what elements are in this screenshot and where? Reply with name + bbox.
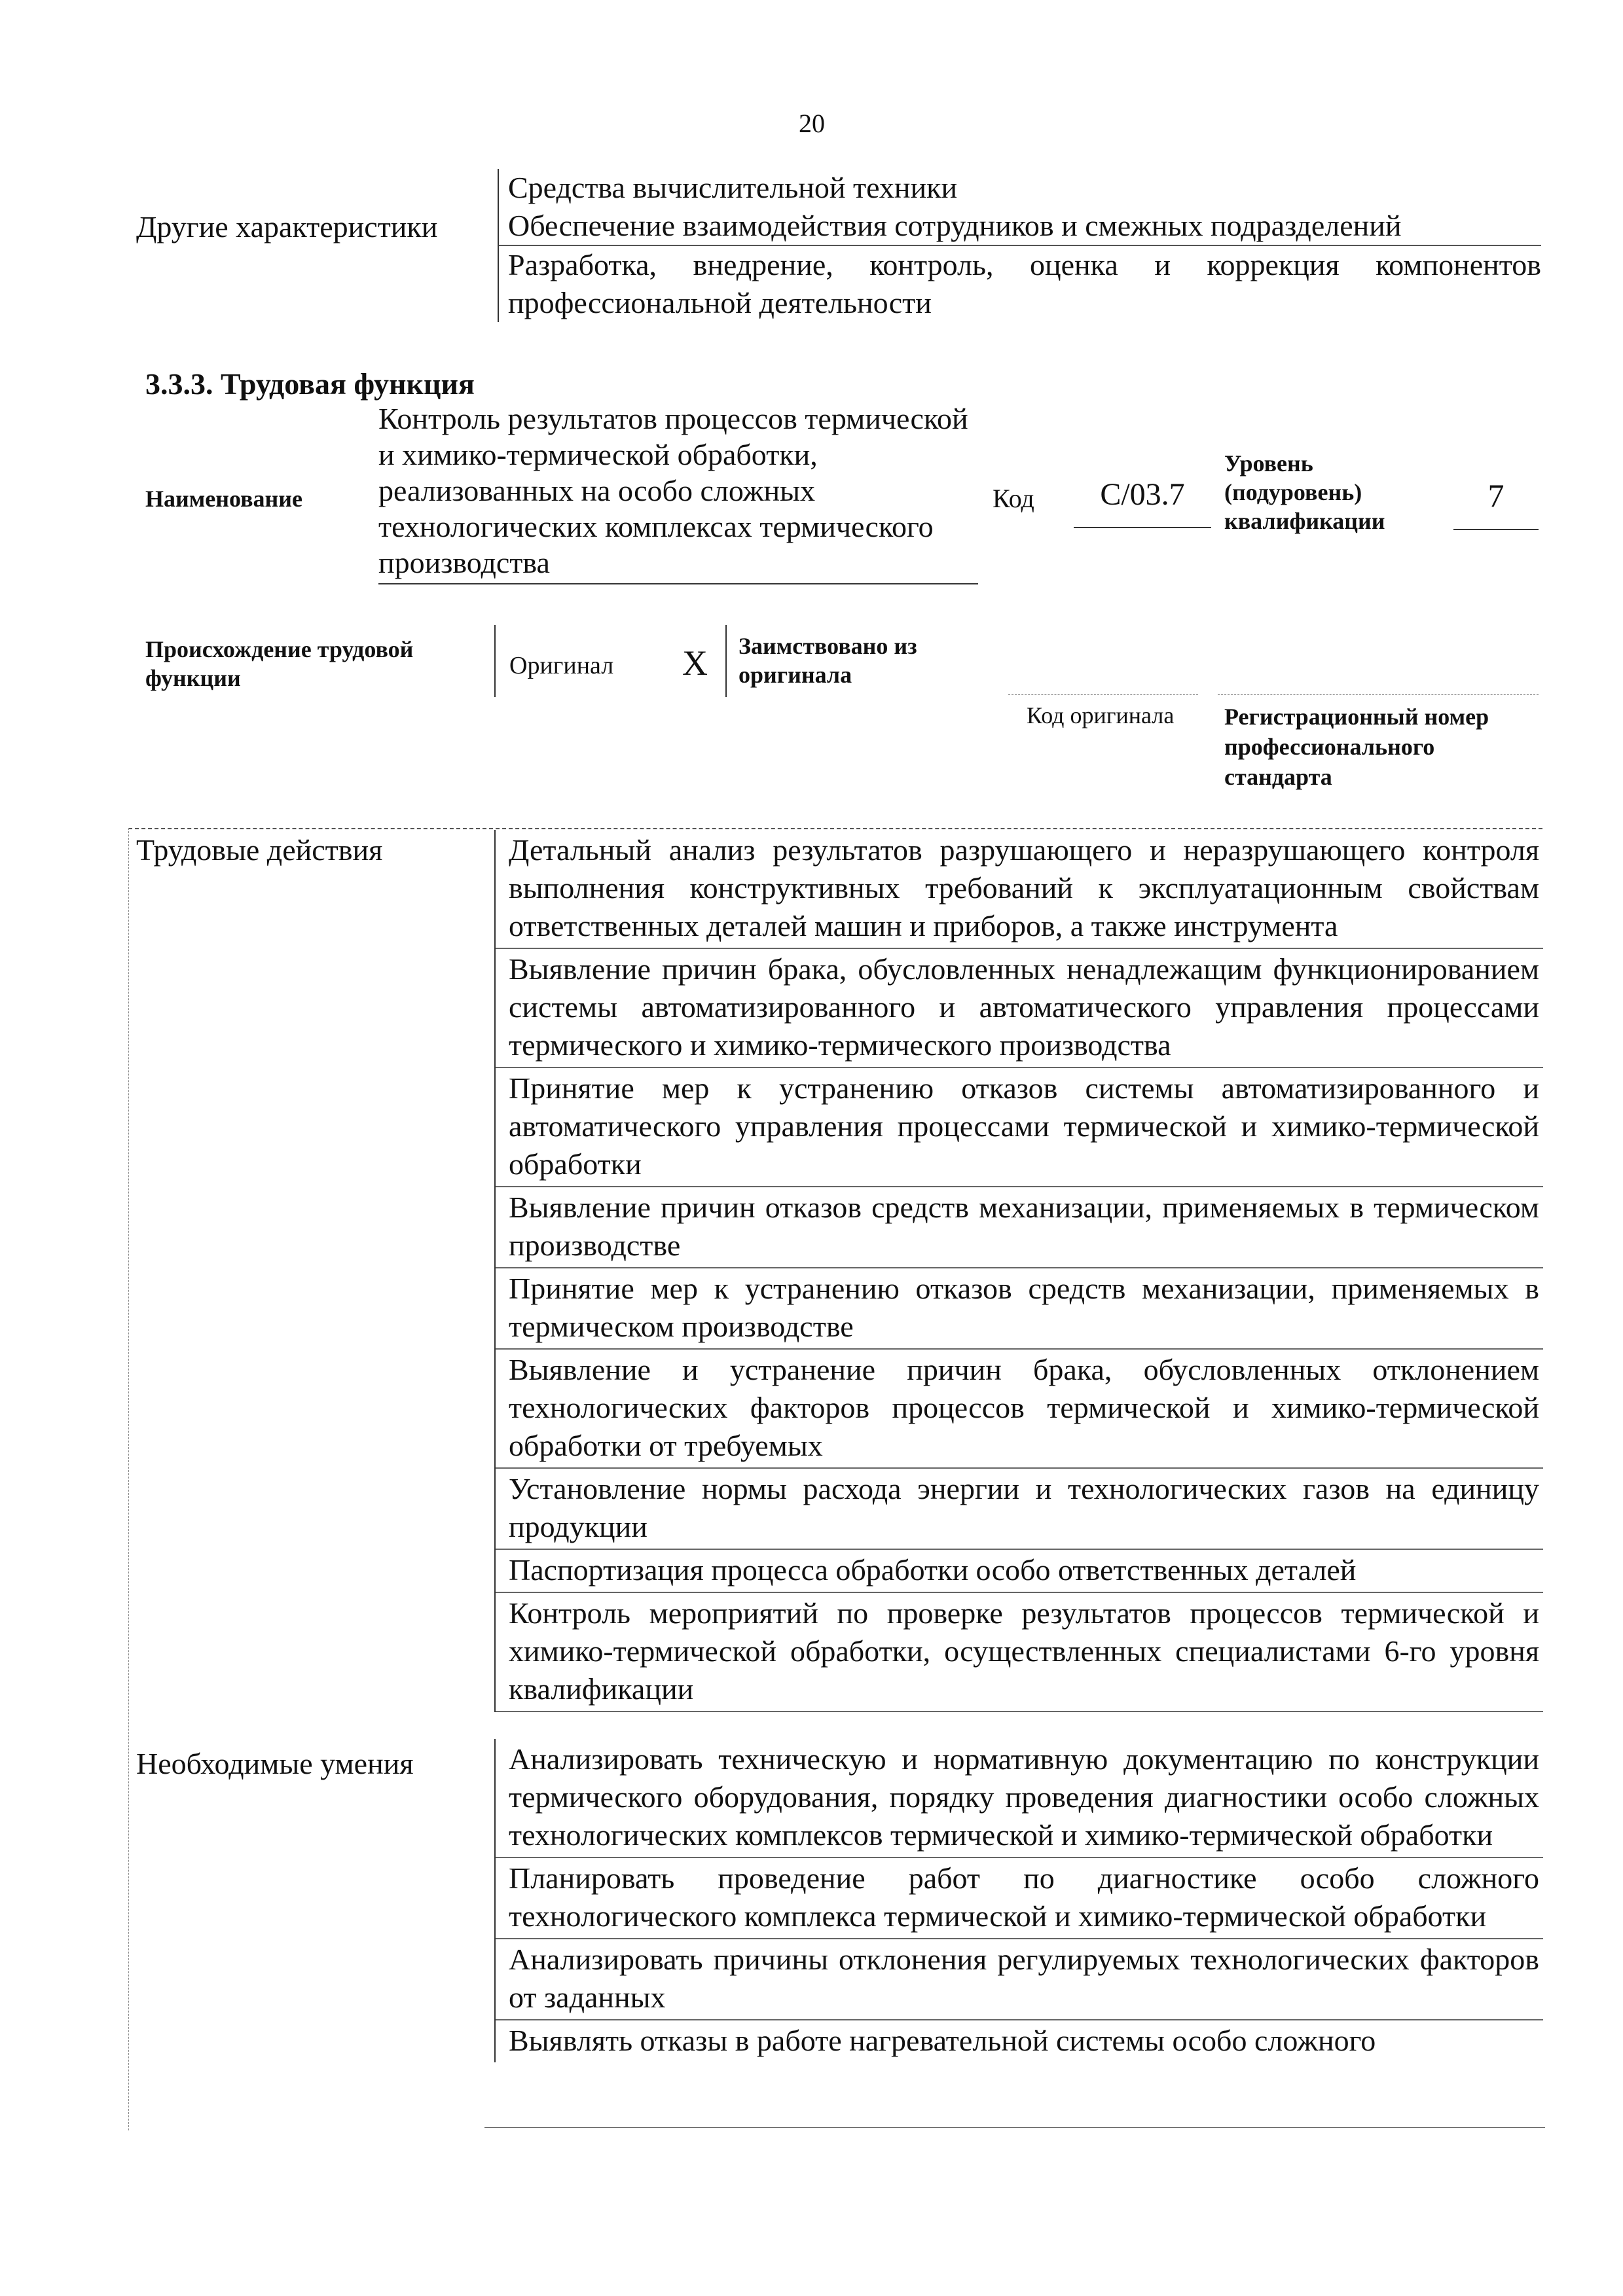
origin-original-option: Оригинал	[509, 652, 614, 679]
other-characteristics-item: Средства вычислительной техники	[508, 171, 958, 204]
qualification-level-value: 7	[1453, 476, 1539, 530]
other-characteristics-label: Другие характеристики	[136, 210, 438, 243]
labour-action-item: Выявление причин отказов средств механизации, применяемых в термическом производстве	[496, 1187, 1543, 1268]
other-characteristics-list	[498, 169, 1541, 322]
labour-action-item: Установление нормы расхода энергии и технологических газов на единицу продукции	[496, 1469, 1543, 1550]
origin-borrowed-option: Заимствовано из оригинала	[739, 633, 917, 688]
labour-actions-label: Трудовые действия	[136, 833, 383, 867]
original-code-label: Код оригинала	[1027, 702, 1175, 728]
code-value: С/03.7	[1074, 476, 1211, 528]
labour-actions-list	[494, 830, 1543, 1712]
required-skill-item: Выявлять отказы в работе нагревательной системы особо сложного	[509, 2024, 1376, 2057]
table-top-rule	[128, 828, 1542, 829]
required-skills-label: Необходимые умения	[136, 1747, 414, 1780]
table-bottom-rule	[484, 2127, 1545, 2128]
required-skill-item: Анализировать техническую и нормативную документацию по конструкции термического оборудования, порядку проведения диагностики особо сложных технологических комплексов термической и химико-термической обработки	[496, 1739, 1543, 1858]
labour-action-item: Выявление причин брака, обусловленных ненадлежащим функционированием системы автоматизированного и автоматического управления процессами термического и химико-термического производства	[496, 949, 1543, 1068]
required-skill-item: Планировать проведение работ по диагностике особо сложного технологического комплекса термической и химико-термической обработки	[496, 1858, 1543, 1939]
labour-action-item: Паспортизация процесса обработки особо ответственных деталей	[496, 1550, 1543, 1593]
name-label: Наименование	[145, 486, 302, 512]
labour-function-name: Контроль результатов процессов термической и химико-термической обработки, реализованных на особо сложных технологических комплексах термического производства	[378, 401, 978, 584]
table-left-rule	[128, 828, 129, 2130]
qualification-level-label: Уровень (подуровень) квалификации	[1224, 450, 1385, 534]
origin-label: Происхождение трудовой функции	[145, 636, 414, 691]
original-code-field	[1008, 625, 1198, 695]
labour-action-item: Принятие мер к устранению отказов средств механизации, применяемых в термическом производстве	[496, 1268, 1543, 1350]
registration-number-label: Регистрационный номер профессионального стандарта	[1224, 704, 1489, 790]
labour-action-item: Детальный анализ результатов разрушающего и неразрушающего контроля выполнения конструктивных требований к эксплуатационным свойствам ответственных деталей машин и приборов, а также инструмента	[496, 830, 1543, 949]
labour-action-item: Принятие мер к устранению отказов системы автоматизированного и автоматического управления процессами термической и химико-термической обработки	[496, 1068, 1543, 1187]
registration-number-field	[1218, 625, 1539, 695]
other-characteristics-item: Разработка, внедрение, контроль, оценка и коррекция компонентов профессиональной деятельности	[508, 248, 1541, 319]
labour-action-item: Контроль мероприятий по проверке результатов процессов термической и химико-термической обработки, осуществленных специалистами 6-го уровня квалификации	[496, 1593, 1543, 1712]
page-number: 20	[799, 109, 825, 138]
origin-mark: X	[682, 643, 708, 683]
labour-function-title: 3.3.3. Трудовая функция	[145, 367, 475, 401]
required-skills-list	[494, 1739, 1543, 2062]
labour-action-item: Выявление и устранение причин брака, обусловленных отклонением технологических факторов процессов термической и химико-термической обработки от требуемых	[496, 1350, 1543, 1469]
code-label: Код	[993, 484, 1034, 513]
other-characteristics-item: Обеспечение взаимодействия сотрудников и смежных подразделений	[499, 207, 1541, 246]
required-skill-item: Анализировать причины отклонения регулируемых технологических факторов от заданных	[496, 1939, 1543, 2020]
